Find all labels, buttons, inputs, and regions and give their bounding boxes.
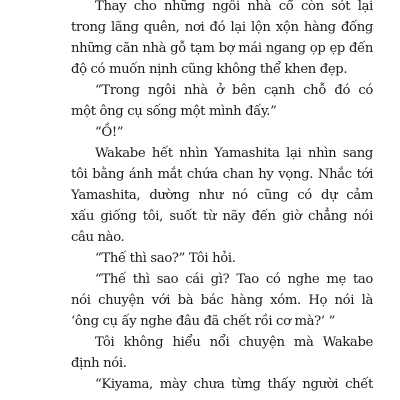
text-line: một ông cụ sống một mình đấy.” [71, 104, 277, 119]
text-line: định nói. [71, 356, 127, 371]
paragraph-5 [47, 248, 373, 269]
paragraph-7 [47, 332, 373, 374]
body-text [47, 0, 373, 395]
paragraph-8 [47, 374, 373, 395]
text-line: Tôi không hiểu nổi chuyện mà Wakabe [95, 335, 373, 350]
text-line: “Kiyama, mày chưa từng thấy người chết [95, 377, 373, 392]
text-line: “Thế thì sao cái gì? Tao có nghe mẹ tao [95, 272, 373, 287]
paragraph-1 [47, 0, 373, 80]
text-line: tôi bằng ánh mắt chứa chan hy vọng. Nhắc tới [71, 167, 373, 182]
text-line: độ có muốn nịnh cũng không thể khen đẹp. [71, 62, 348, 77]
text-line: Yamashita, dường như nó cũng có dự cảm [71, 188, 373, 203]
text-line: Wakabe hết nhìn Yamashita lại nhìn sang [95, 146, 373, 161]
text-line: Thay cho những ngôi nhà cổ còn sót lại [95, 0, 373, 14]
text-line: “Trong ngôi nhà ở bên cạnh chỗ đó có [95, 83, 373, 98]
paragraph-4 [47, 143, 373, 248]
paragraph-3 [47, 122, 373, 143]
text-line: xấu giống tôi, suốt từ nãy đến giờ chẳng nói [71, 209, 373, 224]
text-line: trong lãng quên, nơi đó lại lộn xộn hàng đống [71, 20, 373, 35]
text-line: câu nào. [71, 230, 125, 245]
text-line: “Thế thì sao?” Tôi hỏi. [95, 251, 236, 266]
paragraph-2 [47, 80, 373, 122]
text-line: nói chuyện với bà bác hàng xóm. Họ nói là [71, 293, 373, 308]
text-line: ‘ông cụ ấy nghe đâu đã chết rồi cơ mà?’ ” [71, 314, 335, 329]
text-line: “Ồ!” [95, 125, 124, 140]
paragraph-6 [47, 269, 373, 332]
book-page [47, 0, 373, 400]
text-line: những căn nhà gỗ tạm bợ mái ngang ọp ẹp đến [71, 41, 373, 56]
